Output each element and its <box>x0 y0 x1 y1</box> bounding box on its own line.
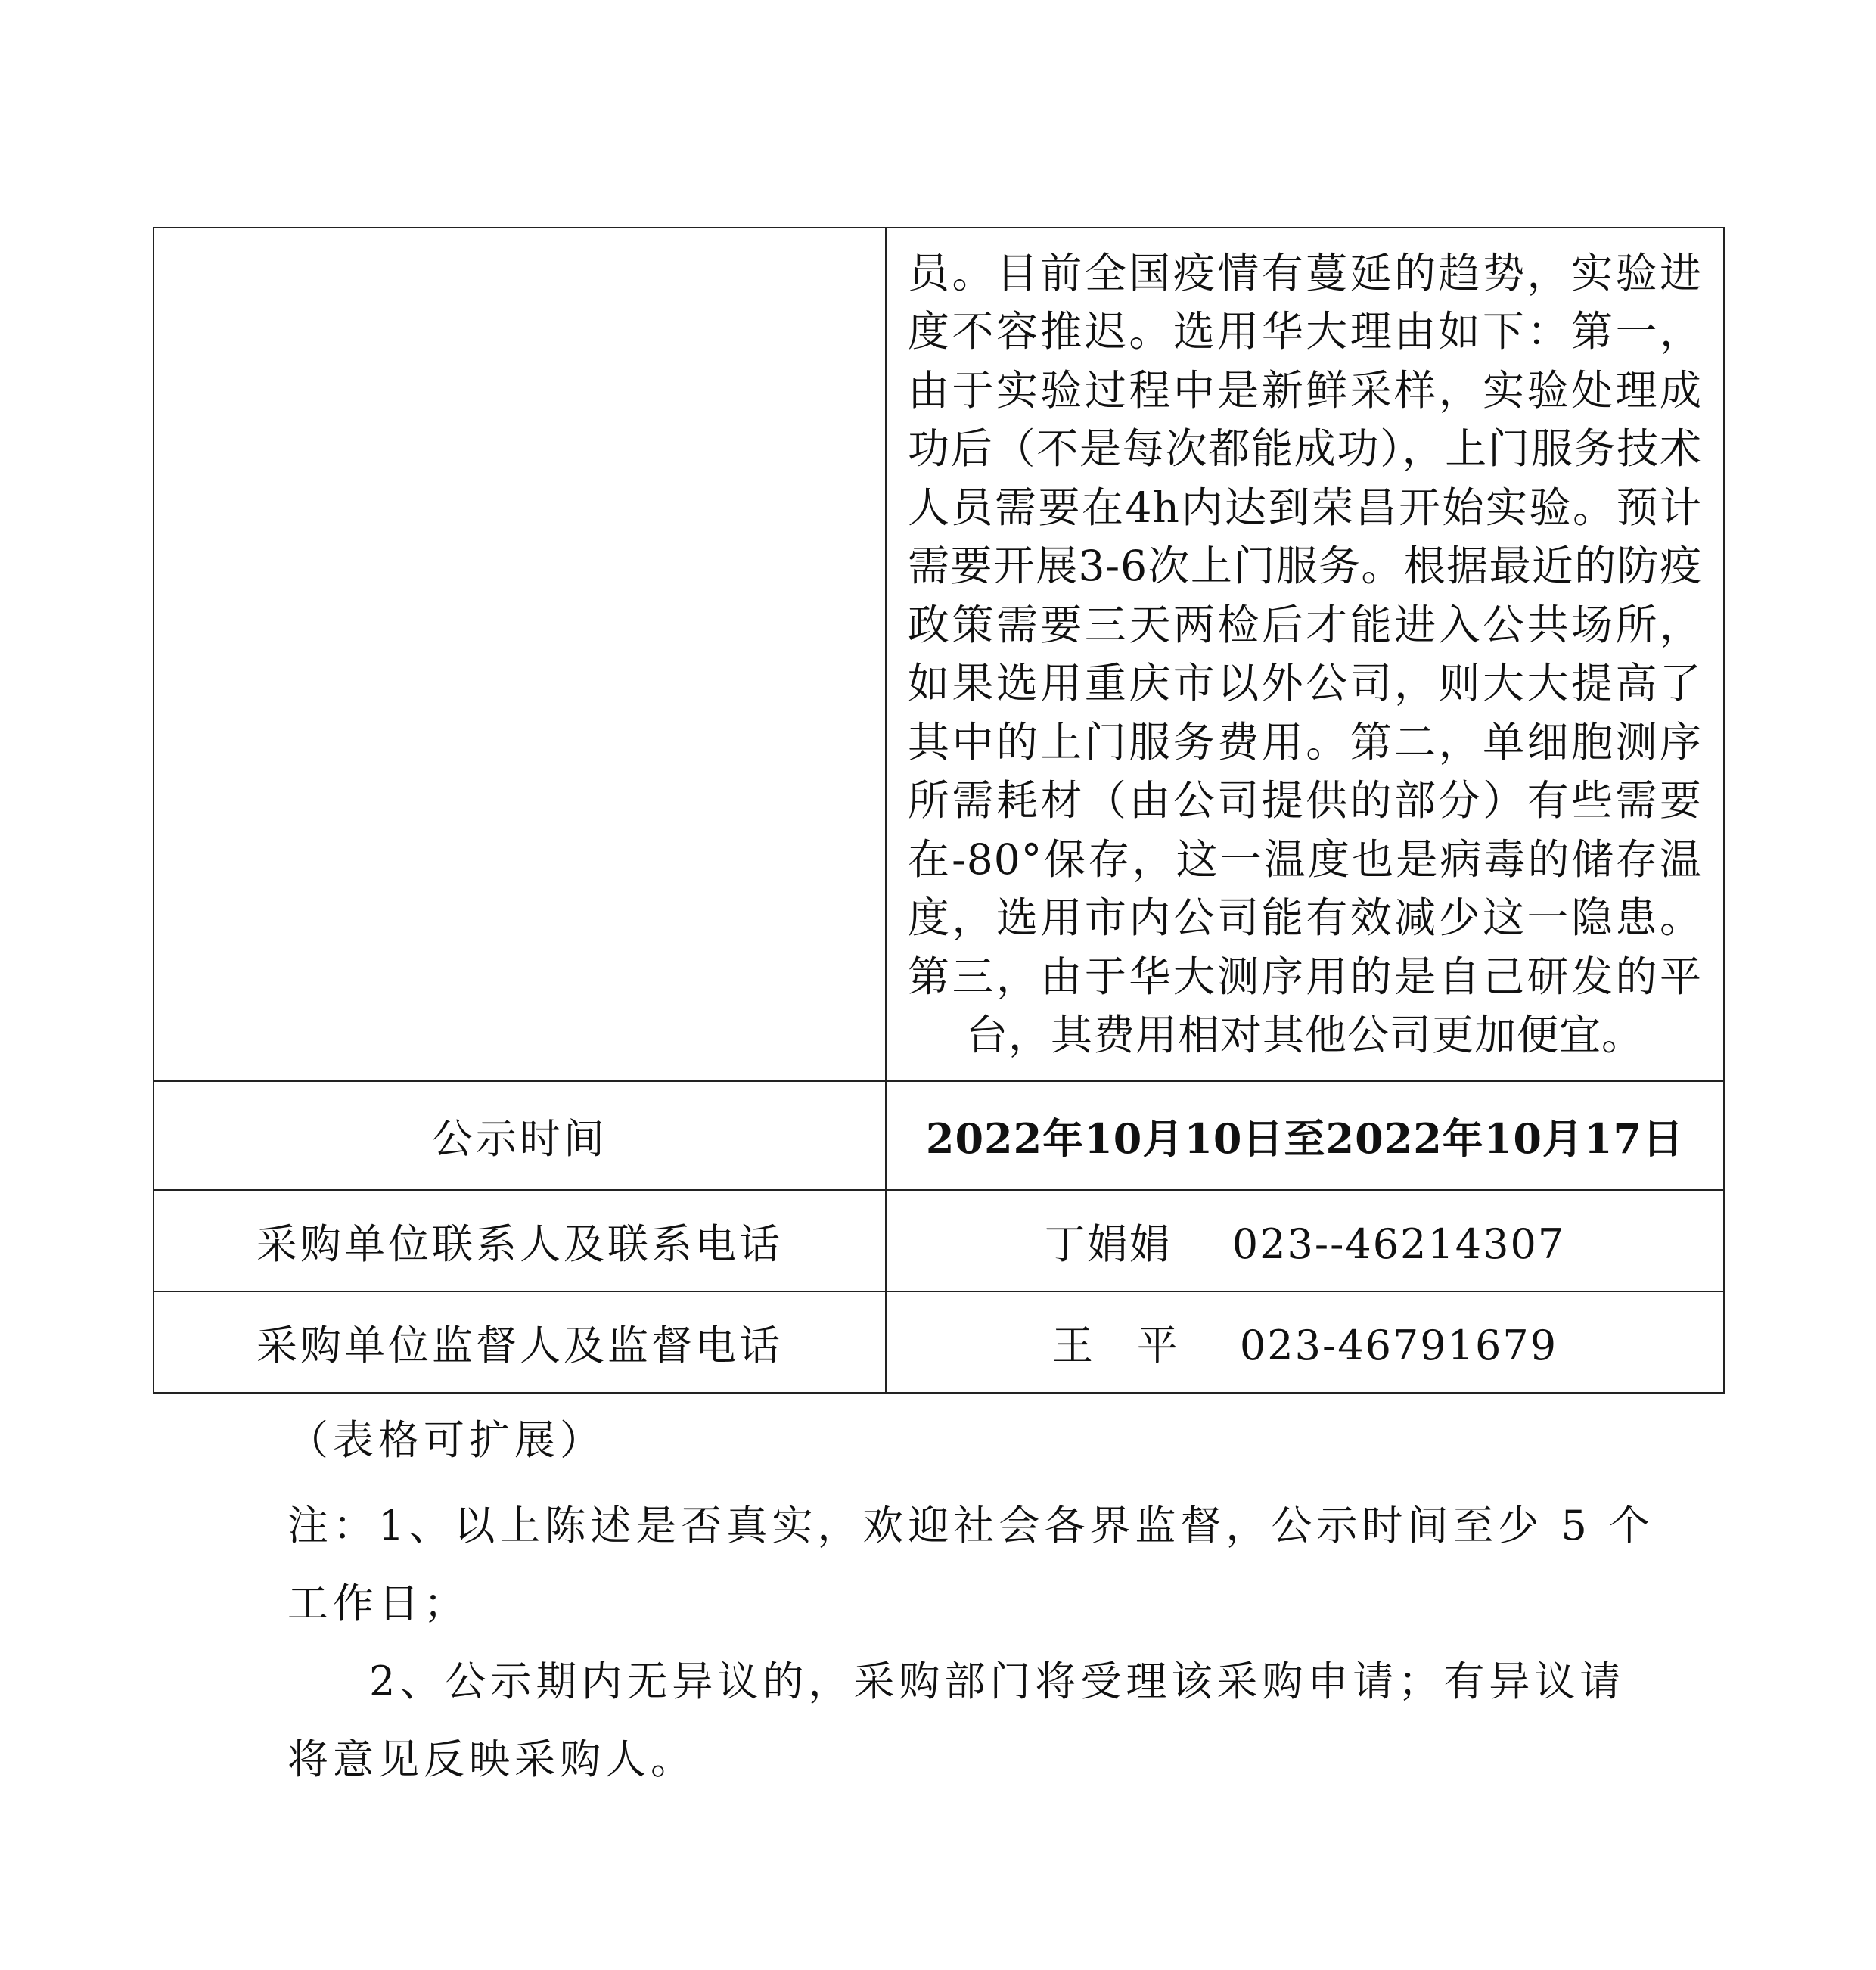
contact-cell <box>886 1190 1724 1291</box>
table-row-reason <box>154 228 1724 1081</box>
contact-label: 采购单位联系人及联系电话 <box>154 1190 886 1291</box>
note-2-line-1: 2、公示期内无异议的，采购部门将受理该采购申请；有异议请 <box>369 1658 1626 1705</box>
note-1-line-2: 工作日； <box>287 1580 469 1627</box>
reason-text: 员。目前全国疫情有蔓延的趋势，实验进度不容推迟。选用华大理由如下：第一，由于实验过程中是新鲜采样，实验处理成功后（不是每次都能成功），上门服务技术人员需要在4h内达到荣昌开始实验。预计需要开展3-6次上门服务。根据最近的防疫政策需要三天两检后才能进入公共场所，如果选用重庆市以外公司，则大大提高了其中的上门服务费用。第二，单细胞测序所需耗材（由公司提供的部分）有些需要在-80°保存，这一温度也是病毒的储存温度，选用市内公司能有效减少这一隐患。第三，由于华大测序用的是自己研发的平台，其费用相对其他公司更加便宜。 <box>908 248 1702 1059</box>
supervisor-cell <box>886 1291 1724 1393</box>
period-label: 公示时间 <box>154 1081 886 1190</box>
reason-label-cell <box>154 228 886 1081</box>
contact-name: 丁娟娟 <box>1044 1220 1172 1268</box>
reason-cell <box>886 228 1724 1081</box>
table-expandable-note: （表格可扩展） <box>287 1416 605 1464</box>
period-value: 2022年10月10日至2022年10月17日 <box>925 1114 1685 1163</box>
table-row-period <box>154 1081 1724 1190</box>
table-row-supervisor <box>154 1291 1724 1393</box>
period-cell <box>886 1081 1724 1190</box>
note-1-line-1: 注：1、以上陈述是否真实，欢迎社会各界监督，公示时间至少 5 个 <box>287 1502 1655 1549</box>
supervisor-phone: 023-46791679 <box>1239 1321 1558 1369</box>
table-row-contact <box>154 1190 1724 1291</box>
supervisor-label: 采购单位监督人及监督电话 <box>154 1291 886 1393</box>
supervisor-value <box>1052 1322 1558 1369</box>
contact-phone: 023--46214307 <box>1232 1220 1566 1268</box>
note-2-line-2: 将意见反映采购人。 <box>287 1735 696 1783</box>
announcement-table <box>153 227 1725 1394</box>
contact-value <box>1045 1220 1565 1268</box>
supervisor-name: 王 平 <box>1051 1321 1179 1369</box>
